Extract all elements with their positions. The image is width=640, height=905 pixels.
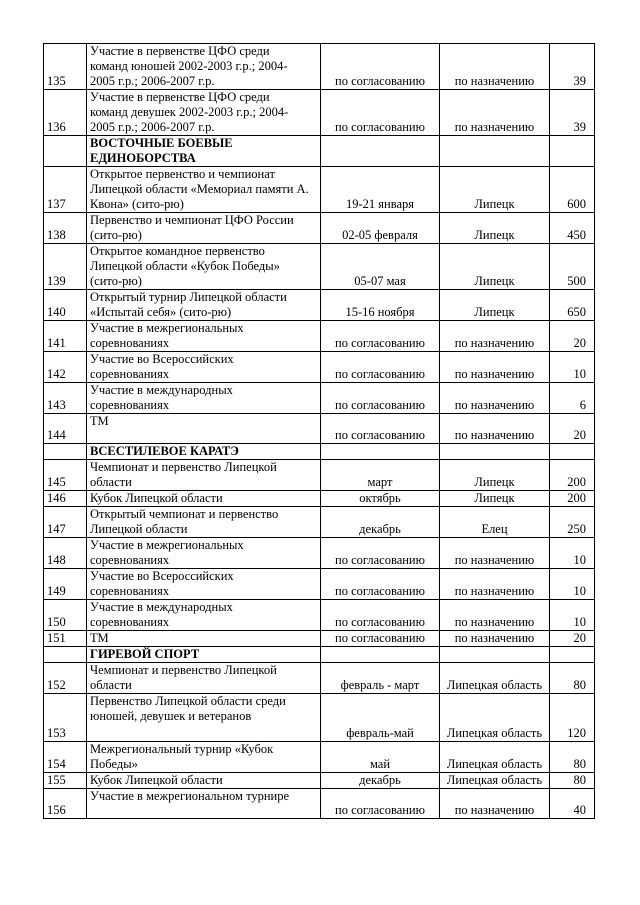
event-date-cell xyxy=(321,321,440,352)
event-date-cell xyxy=(321,167,440,213)
row-number-cell xyxy=(44,167,87,213)
event-date: октябрь xyxy=(359,491,401,505)
event-place: по назначению xyxy=(454,615,535,629)
row-number: 143 xyxy=(47,398,66,412)
participant-count: 10 xyxy=(573,584,586,598)
row-number-cell xyxy=(44,136,87,167)
row-number-cell xyxy=(44,600,87,631)
row-number-cell xyxy=(44,352,87,383)
event-date: 15-16 ноября xyxy=(345,305,415,319)
event-date: по согласованию xyxy=(335,615,425,629)
table-row xyxy=(44,244,595,290)
event-place-cell xyxy=(440,414,550,444)
event-place: по назначению xyxy=(454,74,535,88)
event-place-cell xyxy=(440,507,550,538)
event-name-cell xyxy=(87,352,321,383)
event-place-cell xyxy=(440,460,550,491)
participant-count-cell xyxy=(550,694,595,742)
row-number: 147 xyxy=(47,522,66,536)
row-number-cell xyxy=(44,213,87,244)
event-name: Открытое первенство и чемпионат Липецкой области «Мемориал памяти А. Квона» (сито-рю) xyxy=(90,167,309,211)
participant-count-cell xyxy=(550,789,595,819)
event-name-cell xyxy=(87,321,321,352)
event-name-cell xyxy=(87,569,321,600)
table-row xyxy=(44,773,595,789)
event-date-cell xyxy=(321,244,440,290)
event-name: Чемпионат и первенство Липецкой области xyxy=(90,663,277,692)
event-place-cell xyxy=(440,167,550,213)
event-place-cell xyxy=(440,773,550,789)
table-row xyxy=(44,491,595,507)
event-place-cell xyxy=(440,538,550,569)
event-name-cell xyxy=(87,167,321,213)
event-name: Межрегиональный турнир «Кубок Победы» xyxy=(90,742,274,771)
table-row xyxy=(44,507,595,538)
event-name: Участие во Всероссийских соревнованиях xyxy=(90,569,234,598)
event-date-cell xyxy=(321,290,440,321)
event-name: Участие во Всероссийских соревнованиях xyxy=(90,352,234,381)
table-row xyxy=(44,460,595,491)
event-place: по назначению xyxy=(454,398,535,412)
row-number-cell xyxy=(44,321,87,352)
event-place: по назначению xyxy=(454,428,535,442)
participant-count: 200 xyxy=(567,475,586,489)
section-title-cell xyxy=(87,647,321,663)
event-place-cell xyxy=(440,694,550,742)
event-date: май xyxy=(369,757,391,771)
event-date-cell xyxy=(321,90,440,136)
event-place: Липецкая область xyxy=(446,678,543,692)
row-number: 140 xyxy=(47,305,66,319)
section-title-cell xyxy=(87,444,321,460)
participant-count: 10 xyxy=(573,367,586,381)
participant-count-cell xyxy=(550,507,595,538)
row-number-cell xyxy=(44,507,87,538)
participant-count-cell xyxy=(550,213,595,244)
section-header-row xyxy=(44,647,595,663)
participant-count-cell xyxy=(550,647,595,663)
row-number: 137 xyxy=(47,197,66,211)
event-place: Липецк xyxy=(474,228,515,242)
row-number: 150 xyxy=(47,615,66,629)
row-number: 138 xyxy=(47,228,66,242)
row-number-cell xyxy=(44,789,87,819)
row-number: 148 xyxy=(47,553,66,567)
event-name-cell xyxy=(87,789,321,819)
event-date: по согласованию xyxy=(335,428,425,442)
participant-count-cell xyxy=(550,414,595,444)
event-name: Участие в международных соревнованиях xyxy=(90,600,233,629)
row-number: 146 xyxy=(47,491,66,505)
row-number-cell xyxy=(44,383,87,414)
event-name: Участие в первенстве ЦФО среди команд юношей 2002-2003 г.р.; 2004- 2005 г.р.; 2006-2007 г.р. xyxy=(90,44,288,88)
event-date-cell xyxy=(321,538,440,569)
row-number-cell xyxy=(44,290,87,321)
event-name-cell xyxy=(87,600,321,631)
event-name: Первенство Липецкой области среди юношей, девушек и ветеранов xyxy=(90,694,286,723)
row-number-cell xyxy=(44,569,87,600)
event-date: февраль-май xyxy=(346,726,414,740)
event-place: Липецкая область xyxy=(446,757,543,771)
event-name-cell xyxy=(87,290,321,321)
event-place-cell xyxy=(440,631,550,647)
participant-count-cell xyxy=(550,444,595,460)
event-name-cell xyxy=(87,460,321,491)
event-date: по согласованию xyxy=(335,398,425,412)
event-date: декабрь xyxy=(359,522,401,536)
event-place-cell xyxy=(440,663,550,694)
event-date: по согласованию xyxy=(335,553,425,567)
event-place: по назначению xyxy=(454,120,535,134)
event-place-cell xyxy=(440,213,550,244)
event-date-cell xyxy=(321,44,440,90)
participant-count: 39 xyxy=(573,120,586,134)
event-date-cell xyxy=(321,460,440,491)
participant-count: 500 xyxy=(567,274,586,288)
event-name-cell xyxy=(87,742,321,773)
event-place-cell xyxy=(440,569,550,600)
participant-count: 20 xyxy=(573,428,586,442)
event-place-cell xyxy=(440,321,550,352)
row-number: 139 xyxy=(47,274,66,288)
participant-count-cell xyxy=(550,244,595,290)
event-date: по согласованию xyxy=(335,803,425,817)
row-number: 142 xyxy=(47,367,66,381)
participant-count: 450 xyxy=(567,228,586,242)
event-place: Липецк xyxy=(474,197,515,211)
event-name: Открытый чемпионат и первенство Липецкой области xyxy=(90,507,279,536)
event-place: по назначению xyxy=(454,631,535,645)
participant-count-cell xyxy=(550,90,595,136)
row-number: 136 xyxy=(47,120,66,134)
event-place: по назначению xyxy=(454,367,535,381)
table-row xyxy=(44,44,595,90)
event-date: по согласованию xyxy=(335,120,425,134)
event-name: Чемпионат и первенство Липецкой области xyxy=(90,460,277,489)
event-place-cell xyxy=(440,742,550,773)
row-number: 155 xyxy=(47,773,66,787)
event-date-cell xyxy=(321,742,440,773)
table-row xyxy=(44,538,595,569)
event-date: по согласованию xyxy=(335,367,425,381)
section-title: ВСЕСТИЛЕВОЕ КАРАТЭ xyxy=(90,444,239,458)
event-date: 19-21 января xyxy=(345,197,414,211)
table-row xyxy=(44,352,595,383)
event-name: Кубок Липецкой области xyxy=(90,491,223,505)
table-row xyxy=(44,383,595,414)
event-date-cell xyxy=(321,631,440,647)
row-number-cell xyxy=(44,491,87,507)
row-number: 145 xyxy=(47,475,66,489)
event-place: Липецкая область xyxy=(446,773,543,787)
event-name: Участие в межрегиональных соревнованиях xyxy=(90,321,244,350)
event-name: ТМ xyxy=(90,631,109,645)
participant-count-cell xyxy=(550,321,595,352)
events-table xyxy=(43,43,595,819)
event-place: по назначению xyxy=(454,803,535,817)
participant-count: 20 xyxy=(573,631,586,645)
section-header-row xyxy=(44,136,595,167)
event-name: Кубок Липецкой области xyxy=(90,773,223,787)
event-name-cell xyxy=(87,90,321,136)
row-number-cell xyxy=(44,244,87,290)
event-place: Липецкая область xyxy=(446,726,543,740)
event-date-cell xyxy=(321,491,440,507)
section-title-cell xyxy=(87,136,321,167)
event-place: Липецк xyxy=(474,305,515,319)
row-number-cell xyxy=(44,444,87,460)
participant-count: 250 xyxy=(567,522,586,536)
participant-count-cell xyxy=(550,460,595,491)
participant-count-cell xyxy=(550,383,595,414)
participant-count: 200 xyxy=(567,491,586,505)
table-row xyxy=(44,213,595,244)
participant-count-cell xyxy=(550,600,595,631)
event-name: Участие в межрегиональном турнире xyxy=(90,789,290,803)
row-number-cell xyxy=(44,694,87,742)
event-place-cell xyxy=(440,90,550,136)
event-name-cell xyxy=(87,663,321,694)
row-number: 135 xyxy=(47,74,66,88)
table-row xyxy=(44,663,595,694)
participant-count: 600 xyxy=(567,197,586,211)
table-row xyxy=(44,694,595,742)
table-row xyxy=(44,90,595,136)
row-number: 153 xyxy=(47,726,66,740)
table-row xyxy=(44,167,595,213)
event-name-cell xyxy=(87,631,321,647)
event-place-cell xyxy=(440,352,550,383)
event-name-cell xyxy=(87,44,321,90)
event-place: Липецк xyxy=(474,475,515,489)
participant-count: 80 xyxy=(573,773,586,787)
event-name: Первенство и чемпионат ЦФО России (сито-рю) xyxy=(90,213,294,242)
participant-count-cell xyxy=(550,136,595,167)
participant-count: 39 xyxy=(573,74,586,88)
participant-count: 10 xyxy=(573,553,586,567)
table-row xyxy=(44,569,595,600)
table-row xyxy=(44,600,595,631)
row-number-cell xyxy=(44,742,87,773)
event-name-cell xyxy=(87,244,321,290)
participant-count: 120 xyxy=(567,726,586,740)
participant-count-cell xyxy=(550,491,595,507)
event-date-cell xyxy=(321,383,440,414)
event-date: 05-07 мая xyxy=(354,274,406,288)
participant-count-cell xyxy=(550,352,595,383)
table-row xyxy=(44,321,595,352)
event-place-cell xyxy=(440,491,550,507)
event-place: Липецк xyxy=(474,491,515,505)
event-name: Участие в первенстве ЦФО среди команд девушек 2002-2003 г.р.; 2004- 2005 г.р.; 2006-2007 г.р. xyxy=(90,90,289,134)
event-date-cell xyxy=(321,569,440,600)
event-date: февраль - март xyxy=(340,678,420,692)
event-date-cell xyxy=(321,213,440,244)
row-number: 151 xyxy=(47,631,66,645)
participant-count-cell xyxy=(550,44,595,90)
participant-count: 10 xyxy=(573,615,586,629)
event-date-cell xyxy=(321,414,440,444)
event-date-cell xyxy=(321,663,440,694)
event-name: Открытый турнир Липецкой области «Испытай себя» (сито-рю) xyxy=(90,290,287,319)
event-date: по согласованию xyxy=(335,74,425,88)
event-name: Участие в межрегиональных соревнованиях xyxy=(90,538,244,567)
event-place-cell xyxy=(440,244,550,290)
event-date-cell xyxy=(321,136,440,167)
row-number: 149 xyxy=(47,584,66,598)
row-number: 152 xyxy=(47,678,66,692)
event-place-cell xyxy=(440,44,550,90)
table-row xyxy=(44,290,595,321)
event-name-cell xyxy=(87,538,321,569)
row-number: 144 xyxy=(47,428,66,442)
event-date: 02-05 февраля xyxy=(342,228,418,242)
section-title: ВОСТОЧНЫЕ БОЕВЫЕ ЕДИНОБОРСТВА xyxy=(90,136,233,165)
event-name: Участие в международных соревнованиях xyxy=(90,383,233,412)
event-place-cell xyxy=(440,600,550,631)
event-name-cell xyxy=(87,773,321,789)
participant-count-cell xyxy=(550,290,595,321)
participant-count-cell xyxy=(550,167,595,213)
event-place-cell xyxy=(440,136,550,167)
event-date-cell xyxy=(321,444,440,460)
event-name-cell xyxy=(87,694,321,742)
event-date: по согласованию xyxy=(335,336,425,350)
row-number: 156 xyxy=(47,803,66,817)
participant-count-cell xyxy=(550,663,595,694)
event-date-cell xyxy=(321,789,440,819)
table-body xyxy=(44,44,595,819)
participant-count-cell xyxy=(550,773,595,789)
event-name-cell xyxy=(87,213,321,244)
participant-count: 40 xyxy=(573,803,586,817)
row-number-cell xyxy=(44,647,87,663)
event-place: по назначению xyxy=(454,553,535,567)
event-name-cell xyxy=(87,383,321,414)
event-name: ТМ xyxy=(90,414,109,428)
row-number-cell xyxy=(44,663,87,694)
participant-count-cell xyxy=(550,538,595,569)
row-number-cell xyxy=(44,414,87,444)
event-date: по согласованию xyxy=(335,584,425,598)
participant-count-cell xyxy=(550,742,595,773)
section-title: ГИРЕВОЙ СПОРТ xyxy=(90,647,200,661)
event-place-cell xyxy=(440,647,550,663)
event-place-cell xyxy=(440,789,550,819)
row-number-cell xyxy=(44,631,87,647)
row-number-cell xyxy=(44,538,87,569)
row-number-cell xyxy=(44,44,87,90)
event-name-cell xyxy=(87,414,321,444)
event-date-cell xyxy=(321,507,440,538)
event-name: Открытое командное первенство Липецкой области «Кубок Победы» (сито-рю) xyxy=(90,244,280,288)
row-number-cell xyxy=(44,460,87,491)
event-place-cell xyxy=(440,383,550,414)
row-number-cell xyxy=(44,90,87,136)
participant-count: 20 xyxy=(573,336,586,350)
participant-count-cell xyxy=(550,569,595,600)
table-row xyxy=(44,742,595,773)
event-date-cell xyxy=(321,647,440,663)
participant-count: 80 xyxy=(573,757,586,771)
event-date-cell xyxy=(321,694,440,742)
row-number: 154 xyxy=(47,757,66,771)
event-place: по назначению xyxy=(454,584,535,598)
table-row xyxy=(44,631,595,647)
event-date: декабрь xyxy=(359,773,401,787)
event-name-cell xyxy=(87,491,321,507)
row-number: 141 xyxy=(47,336,66,350)
event-date: по согласованию xyxy=(335,631,425,645)
event-date-cell xyxy=(321,600,440,631)
participant-count-cell xyxy=(550,631,595,647)
event-date-cell xyxy=(321,352,440,383)
section-header-row xyxy=(44,444,595,460)
event-place: Липецк xyxy=(474,274,515,288)
event-place-cell xyxy=(440,290,550,321)
row-number-cell xyxy=(44,773,87,789)
participant-count: 6 xyxy=(579,398,586,412)
event-date: март xyxy=(367,475,393,489)
table-row xyxy=(44,789,595,819)
event-place: по назначению xyxy=(454,336,535,350)
participant-count: 650 xyxy=(567,305,586,319)
event-name-cell xyxy=(87,507,321,538)
participant-count: 80 xyxy=(573,678,586,692)
event-place-cell xyxy=(440,444,550,460)
event-place: Елец xyxy=(481,522,508,536)
event-date-cell xyxy=(321,773,440,789)
table-row xyxy=(44,414,595,444)
